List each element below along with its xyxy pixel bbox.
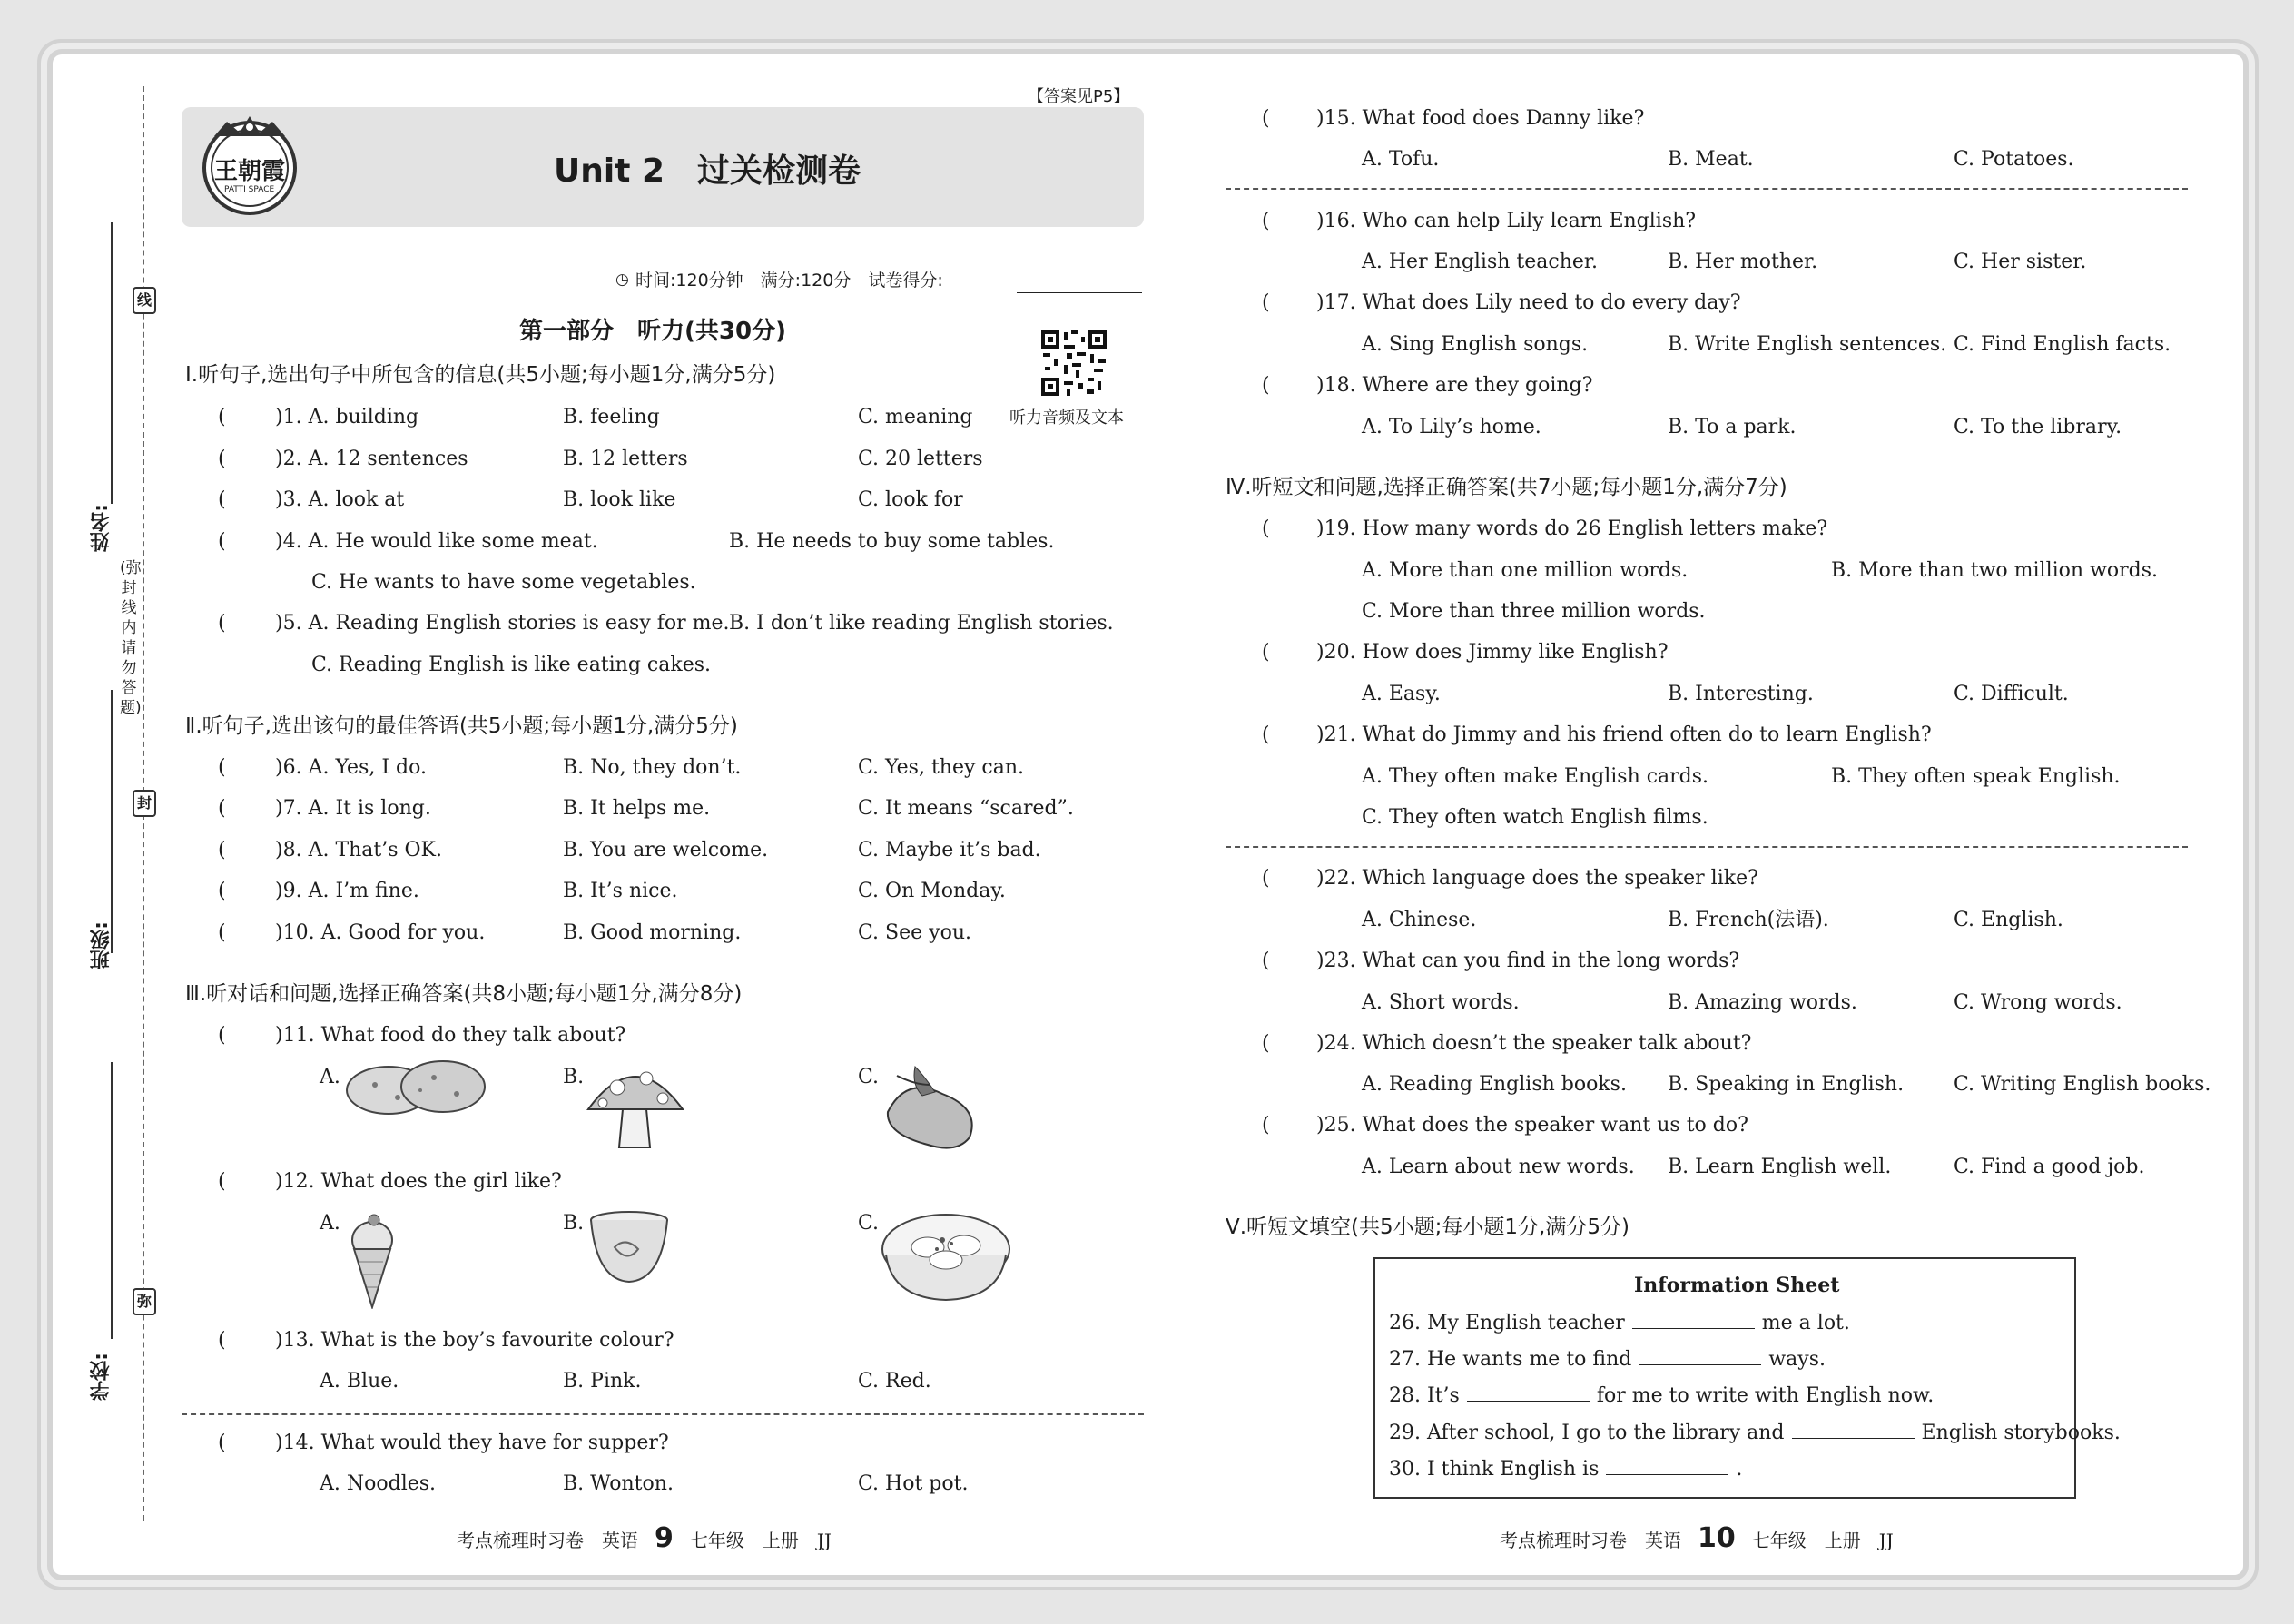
answer-paren[interactable]: (	[218, 756, 226, 779]
line-text: ways.	[1768, 1348, 1826, 1371]
q7-option-c: C. It means “scared”.	[858, 797, 1074, 820]
answer-paren[interactable]: (	[218, 839, 226, 861]
q17-option-a: A. Sing English songs.	[1362, 333, 1589, 356]
q5-option-b: B. I don’t like reading English stories.	[729, 612, 1114, 635]
logo-text: 王朝霞	[214, 158, 286, 185]
q1-option-a: )1. A. building	[275, 406, 419, 428]
q14-option-b: B. Wonton.	[563, 1472, 674, 1495]
footer-grade: 七年级 上册 JJ	[689, 1530, 832, 1551]
answer-paren[interactable]: (	[1262, 374, 1270, 397]
potatoes-picture[interactable]	[343, 1058, 490, 1123]
q22-option-b: B. French(法语).	[1668, 909, 1829, 931]
qr-caption: 听力音频及文本	[1009, 408, 1124, 428]
q22-question: )22. Which language does the speaker like?	[1316, 867, 1758, 890]
answer-paren[interactable]: (	[218, 406, 226, 428]
score-blank[interactable]	[1017, 292, 1142, 293]
q9-option-c: C. On Monday.	[858, 880, 1006, 902]
section-divider	[1226, 846, 2188, 848]
q5-option-c: C. Reading English is like eating cakes.	[311, 654, 711, 676]
q1-option-b: B. feeling	[563, 406, 660, 428]
q12-question: )12. What does the girl like?	[275, 1170, 562, 1193]
q13-option-a: A. Blue.	[320, 1370, 399, 1393]
q9-option-b: B. It’s nice.	[563, 880, 678, 902]
line-text: for me to write with English now.	[1596, 1384, 1935, 1407]
answer-paren[interactable]: (	[218, 448, 226, 470]
q12-label-a: A.	[320, 1212, 340, 1235]
q19-question: )19. How many words do 26 English letters make?	[1316, 517, 1828, 540]
fill-blank-30[interactable]	[1606, 1456, 1728, 1475]
fill-blank-29[interactable]	[1792, 1420, 1915, 1439]
q2-option-c: C. 20 letters	[858, 448, 983, 470]
footer-series: 考点梳理时习卷 英语	[1500, 1530, 1681, 1551]
q25-option-c: C. Find a good job.	[1954, 1156, 2145, 1178]
qr-code[interactable]	[1039, 329, 1108, 398]
answer-paren[interactable]: (	[1262, 107, 1270, 130]
q20-option-a: A. Easy.	[1362, 683, 1441, 705]
q4-option-c: C. He wants to have some vegetables.	[311, 571, 696, 594]
q9-option-a: )9. A. I’m fine.	[275, 880, 419, 902]
part1-title: 第一部分 听力(共30分)	[519, 318, 786, 345]
seal-note: (弥封线内请勿答题)	[120, 559, 142, 717]
dumplings-dish-icon	[879, 1207, 1013, 1304]
answer-paren[interactable]: (	[218, 797, 226, 820]
line-text: It’s	[1427, 1384, 1460, 1407]
q8-option-a: )8. A. That’s OK.	[275, 839, 442, 861]
line-number: 30.	[1389, 1458, 1421, 1481]
q14-question: )14. What would they have for supper?	[275, 1432, 669, 1454]
bowl-picture[interactable]	[586, 1209, 673, 1293]
page-number: 9	[655, 1522, 674, 1554]
answer-paren[interactable]: (	[1262, 291, 1270, 314]
line-text: He wants me to find	[1427, 1348, 1632, 1371]
q17-option-b: B. Write English sentences.	[1668, 333, 1947, 356]
q18-option-b: B. To a park.	[1668, 416, 1797, 438]
section-1-title: Ⅰ.听句子,选出句子中所包含的信息(共5小题;每小题1分,满分5分)	[185, 363, 776, 387]
answer-paren[interactable]: (	[218, 880, 226, 902]
school-blank-line	[111, 1062, 113, 1339]
answer-paren[interactable]: (	[1262, 641, 1270, 664]
section-3-title: Ⅲ.听对话和问题,选择正确答案(共8小题;每小题1分,满分8分)	[185, 982, 743, 1006]
page-title: Unit 2 过关检测卷	[554, 153, 861, 190]
line-text: After school, I go to the library and	[1427, 1422, 1785, 1444]
q24-question: )24. Which doesn’t the speaker talk about?	[1316, 1032, 1752, 1055]
info-line-30	[1389, 1456, 1742, 1482]
answer-paren[interactable]: (	[218, 530, 226, 553]
q20-option-b: B. Interesting.	[1668, 683, 1814, 705]
ice-cream-picture[interactable]	[343, 1207, 401, 1313]
q14-option-c: C. Hot pot.	[858, 1472, 969, 1495]
q6-option-b: B. No, they don’t.	[563, 756, 742, 779]
class-label: 班级:	[90, 921, 113, 969]
q11-label-c: C.	[858, 1066, 880, 1088]
q25-option-a: A. Learn about new words.	[1362, 1156, 1635, 1178]
q12-label-c: C.	[858, 1212, 880, 1235]
answer-paren[interactable]: (	[218, 1329, 226, 1352]
eggplant-icon	[879, 1058, 986, 1157]
q23-option-a: A. Short words.	[1362, 991, 1520, 1014]
section-2-title: Ⅱ.听句子,选出该句的最佳答语(共5小题;每小题1分,满分5分)	[185, 714, 738, 738]
info-sheet-title: Information Sheet	[1634, 1274, 1840, 1297]
info-line-26	[1389, 1310, 1850, 1336]
q15-option-c: C. Potatoes.	[1954, 148, 2074, 171]
info-line-29	[1389, 1420, 2121, 1446]
info-line-27	[1389, 1346, 1826, 1373]
answer-paren[interactable]: (	[1262, 1032, 1270, 1055]
q24-option-c: C. Writing English books.	[1954, 1073, 2211, 1096]
q6-option-c: C. Yes, they can.	[858, 756, 1024, 779]
q17-question: )17. What does Lily need to do every day?	[1316, 291, 1741, 314]
q14-option-a: A. Noodles.	[320, 1472, 437, 1495]
q12-label-b: B.	[563, 1212, 585, 1235]
q7-option-a: )7. A. It is long.	[275, 797, 431, 820]
q24-option-b: B. Speaking in English.	[1668, 1073, 1905, 1096]
answer-paren[interactable]: (	[218, 1024, 226, 1047]
q16-question: )16. Who can help Lily learn English?	[1316, 210, 1697, 232]
footer-grade: 七年级 上册 JJ	[1751, 1530, 1894, 1551]
q23-option-c: C. Wrong words.	[1954, 991, 2122, 1014]
q8-option-b: B. You are welcome.	[563, 839, 769, 861]
section-divider	[1226, 188, 2188, 190]
school-label: 学校:	[90, 1353, 113, 1401]
q21-question: )21. What do Jimmy and his friend often do to learn English?	[1316, 723, 1932, 746]
name-blank-line	[111, 222, 113, 504]
publisher-logo	[194, 111, 305, 221]
answer-paren[interactable]: (	[218, 1432, 226, 1454]
q10-option-b: B. Good morning.	[563, 921, 742, 944]
line-number: 28.	[1389, 1384, 1421, 1407]
dumplings-picture[interactable]	[879, 1207, 1013, 1307]
footer-series: 考点梳理时习卷 英语	[457, 1530, 638, 1551]
q22-option-c: C. English.	[1954, 909, 2063, 931]
q5-option-a: )5. A. Reading English stories is easy for me.	[275, 612, 730, 635]
section-4-title: Ⅳ.听短文和问题,选择正确答案(共7小题;每小题1分,满分7分)	[1226, 476, 1787, 499]
line-text: My English teacher	[1427, 1312, 1625, 1334]
q13-question: )13. What is the boy’s favourite colour?	[275, 1329, 674, 1352]
q16-option-a: A. Her English teacher.	[1362, 251, 1599, 273]
q16-option-b: B. Her mother.	[1668, 251, 1818, 273]
name-label: 姓名:	[90, 504, 113, 552]
q13-option-c: C. Red.	[858, 1370, 931, 1393]
q23-option-b: B. Amazing words.	[1668, 991, 1857, 1014]
fill-blank-27[interactable]	[1639, 1346, 1761, 1365]
qr-code-icon	[1039, 329, 1108, 398]
seal-mark-seal: 封	[133, 790, 156, 817]
fill-blank-26[interactable]	[1632, 1310, 1755, 1329]
section-divider	[182, 1413, 1144, 1415]
answer-paren[interactable]: (	[1262, 950, 1270, 972]
line-text: English storybooks.	[1921, 1422, 2121, 1444]
line-text: I think English is	[1427, 1458, 1600, 1481]
q16-option-c: C. Her sister.	[1954, 251, 2087, 273]
q10-option-c: C. See you.	[858, 921, 971, 944]
answer-paren[interactable]: (	[1262, 723, 1270, 746]
time-and-score-info: 时间:120分钟 满分:120分 试卷得分:	[635, 271, 943, 290]
answer-paren[interactable]: (	[1262, 867, 1270, 890]
info-line-28	[1389, 1383, 1934, 1409]
section-5-title: Ⅴ.听短文填空(共5小题;每小题1分,满分5分)	[1226, 1216, 1629, 1239]
q4-option-a: )4. A. He would like some meat.	[275, 530, 598, 553]
answer-paren[interactable]: (	[218, 488, 226, 511]
q20-question: )20. How does Jimmy like English?	[1316, 641, 1669, 664]
q13-option-b: B. Pink.	[563, 1370, 642, 1393]
q21-option-a: A. They often make English cards.	[1362, 765, 1709, 788]
q3-option-b: B. look like	[563, 488, 676, 511]
seal-mark-line: 线	[133, 287, 156, 314]
q3-option-a: )3. A. look at	[275, 488, 405, 511]
answer-reference: 【答案见P5】	[1028, 87, 1130, 106]
q19-option-b: B. More than two million words.	[1831, 559, 2159, 582]
answer-paren[interactable]: (	[1262, 1114, 1270, 1137]
line-text: me a lot.	[1761, 1312, 1850, 1334]
q18-question: )18. Where are they going?	[1316, 374, 1593, 397]
q15-option-b: B. Meat.	[1668, 148, 1754, 171]
q24-option-a: A. Reading English books.	[1362, 1073, 1627, 1096]
q2-option-b: B. 12 letters	[563, 448, 688, 470]
fill-blank-28[interactable]	[1467, 1383, 1590, 1402]
q6-option-a: )6. A. Yes, I do.	[275, 756, 427, 779]
eggplant-picture[interactable]	[879, 1058, 986, 1161]
q21-option-b: B. They often speak English.	[1831, 765, 2121, 788]
clock-icon: ◷	[615, 271, 629, 289]
q7-option-b: B. It helps me.	[563, 797, 711, 820]
mushroom-picture[interactable]	[581, 1053, 690, 1156]
q1-option-c: C. meaning	[858, 406, 973, 428]
mushroom-icon	[581, 1053, 690, 1153]
answer-paren[interactable]: (	[1262, 210, 1270, 232]
q22-option-a: A. Chinese.	[1362, 909, 1477, 931]
q21-option-c: C. They often watch English films.	[1362, 806, 1708, 829]
q2-option-a: )2. A. 12 sentences	[275, 448, 468, 470]
q15-option-a: A. Tofu.	[1362, 148, 1440, 171]
line-text: .	[1736, 1458, 1743, 1481]
q19-option-a: A. More than one million words.	[1362, 559, 1689, 582]
line-number: 29.	[1389, 1422, 1421, 1444]
page-number: 10	[1698, 1522, 1736, 1554]
q3-option-c: C. look for	[858, 488, 963, 511]
q4-option-b: B. He needs to buy some tables.	[729, 530, 1055, 553]
q25-option-b: B. Learn English well.	[1668, 1156, 1892, 1178]
q23-question: )23. What can you find in the long words?	[1316, 950, 1740, 972]
q17-option-c: C. Find English facts.	[1954, 333, 2171, 356]
q11-label-b: B.	[563, 1066, 585, 1088]
answer-paren[interactable]: (	[218, 921, 226, 944]
line-number: 27.	[1389, 1348, 1421, 1371]
footer-left	[457, 1522, 832, 1554]
potatoes-icon	[343, 1058, 490, 1119]
q18-option-c: C. To the library.	[1954, 416, 2122, 438]
seal-mark-secret: 弥	[133, 1288, 156, 1315]
logo-subtext: PATTI SPACE	[224, 185, 275, 194]
q11-label-a: A.	[320, 1066, 340, 1088]
footer-right	[1500, 1522, 1894, 1554]
ice-cream-icon	[343, 1207, 401, 1309]
q25-question: )25. What does the speaker want us to do?	[1316, 1114, 1748, 1137]
line-number: 26.	[1389, 1312, 1421, 1334]
q10-option-a: )10. A. Good for you.	[275, 921, 486, 944]
q20-option-c: C. Difficult.	[1954, 683, 2069, 705]
q11-question: )11. What food do they talk about?	[275, 1024, 626, 1047]
q8-option-c: C. Maybe it’s bad.	[858, 839, 1041, 861]
bowl-icon	[586, 1209, 673, 1289]
answer-paren[interactable]: (	[1262, 517, 1270, 540]
q15-question: )15. What food does Danny like?	[1316, 107, 1645, 130]
answer-paren[interactable]: (	[218, 612, 226, 635]
q18-option-a: A. To Lily’s home.	[1362, 416, 1541, 438]
q19-option-c: C. More than three million words.	[1362, 600, 1706, 623]
class-blank-line	[111, 690, 113, 953]
answer-paren[interactable]: (	[218, 1170, 226, 1193]
